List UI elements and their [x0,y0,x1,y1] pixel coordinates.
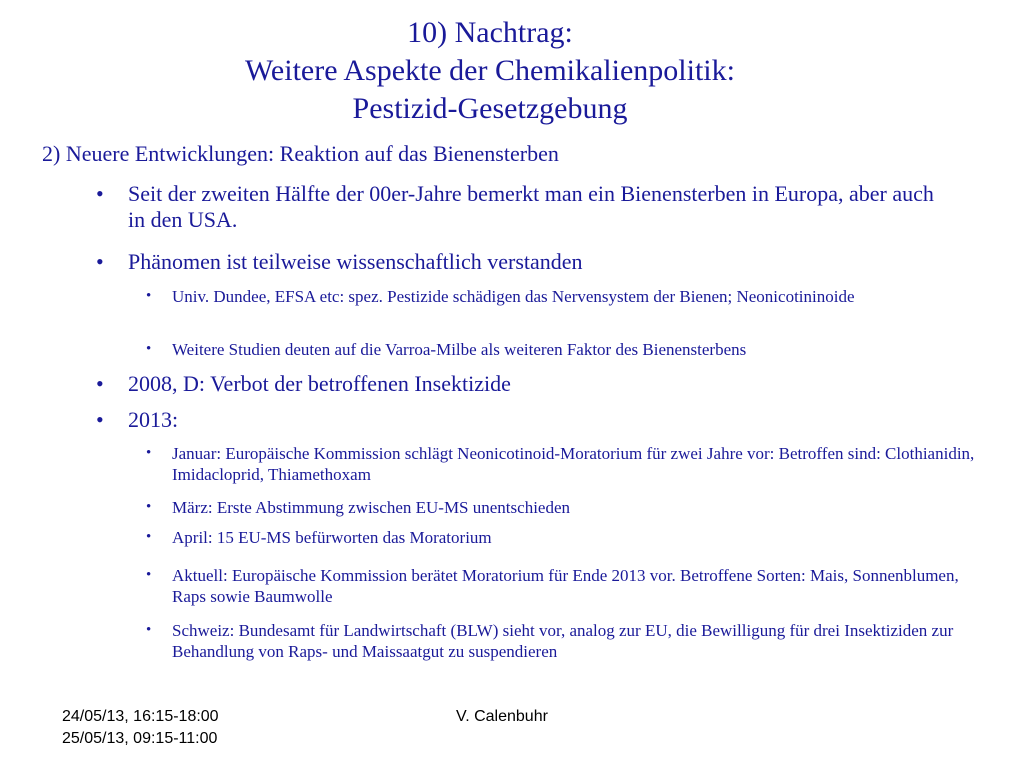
section-heading: 2) Neuere Entwicklungen: Reaktion auf das Bienensterben [42,141,559,166]
bullet-icon: • [96,371,104,396]
title-line-1: 10) Nachtrag: [407,16,573,49]
bullet-text: März: Erste Abstimmung zwischen EU-MS unentschieden [172,498,571,517]
footer-date-2: 25/05/13, 09:15-11:00 [62,730,218,747]
bullet-text: 2013: [128,407,179,432]
bullet-icon: • [146,445,152,461]
bullet-icon: • [146,567,152,583]
bullet-icon: • [146,622,152,638]
bullet-text: Januar: Europäische Kommission schlägt Neonicotinoid-Moratorium für zwei Jahre vor: Betroffen sind: Clothianidin, Imidacloprid, Thiamethoxam [172,444,975,484]
subbullet-item-april [146,527,986,548]
subbullet-item-dundee [146,286,976,307]
bullet-item-phaenomen [96,249,956,275]
bullet-item-bienensterben [96,181,956,233]
bullet-icon: • [146,499,152,515]
title-line-3: Pestizid-Gesetzgebung [352,92,628,125]
bullet-text: Aktuell: Europäische Kommission berätet Moratorium für Ende 2013 vor. Betroffene Sorten: Mais, Sonnenblumen, Raps sowie Baumwolle [172,566,959,606]
title-line-2: Weitere Aspekte der Chemikalienpolitik: [245,54,735,87]
bullet-icon: • [146,341,152,357]
bullet-item-2008 [96,371,956,397]
subbullet-item-maerz [146,497,986,518]
bullet-text: Univ. Dundee, EFSA etc: spez. Pestizide schädigen das Nervensystem der Bienen; Neonicotininoide [172,287,855,306]
bullet-icon: • [96,407,104,432]
bullet-text: Weitere Studien deuten auf die Varroa-Milbe als weiteren Faktor des Bienensterbens [172,340,747,359]
bullet-icon: • [96,181,104,206]
bullet-icon: • [146,288,152,304]
subbullet-item-aktuell [146,565,986,607]
bullet-text: Phänomen ist teilweise wissenschaftlich verstanden [128,249,583,274]
bullet-text: 2008, D: Verbot der betroffenen Insektizide [128,371,511,396]
footer-date-1: 24/05/13, 16:15-18:00 [62,708,219,725]
subbullet-item-varroa [146,339,976,360]
footer-author: V. Calenbuhr [456,708,548,725]
bullet-text: Schweiz: Bundesamt für Landwirtschaft (BLW) sieht vor, analog zur EU, die Bewilligung für drei Insektiziden zur Behandlung von Raps- und Maissaatgut zu suspendieren [172,621,954,661]
subbullet-item-schweiz [146,620,996,662]
subbullet-item-januar [146,443,986,485]
footer-dates [62,706,219,750]
bullet-item-2013 [96,407,956,433]
bullet-icon: • [146,529,152,545]
bullet-text: April: 15 EU-MS befürworten das Moratorium [172,528,492,547]
bullet-text: Seit der zweiten Hälfte der 00er-Jahre bemerkt man ein Bienensterben in Europa, aber auch in den USA. [128,181,934,232]
bullet-icon: • [96,249,104,274]
